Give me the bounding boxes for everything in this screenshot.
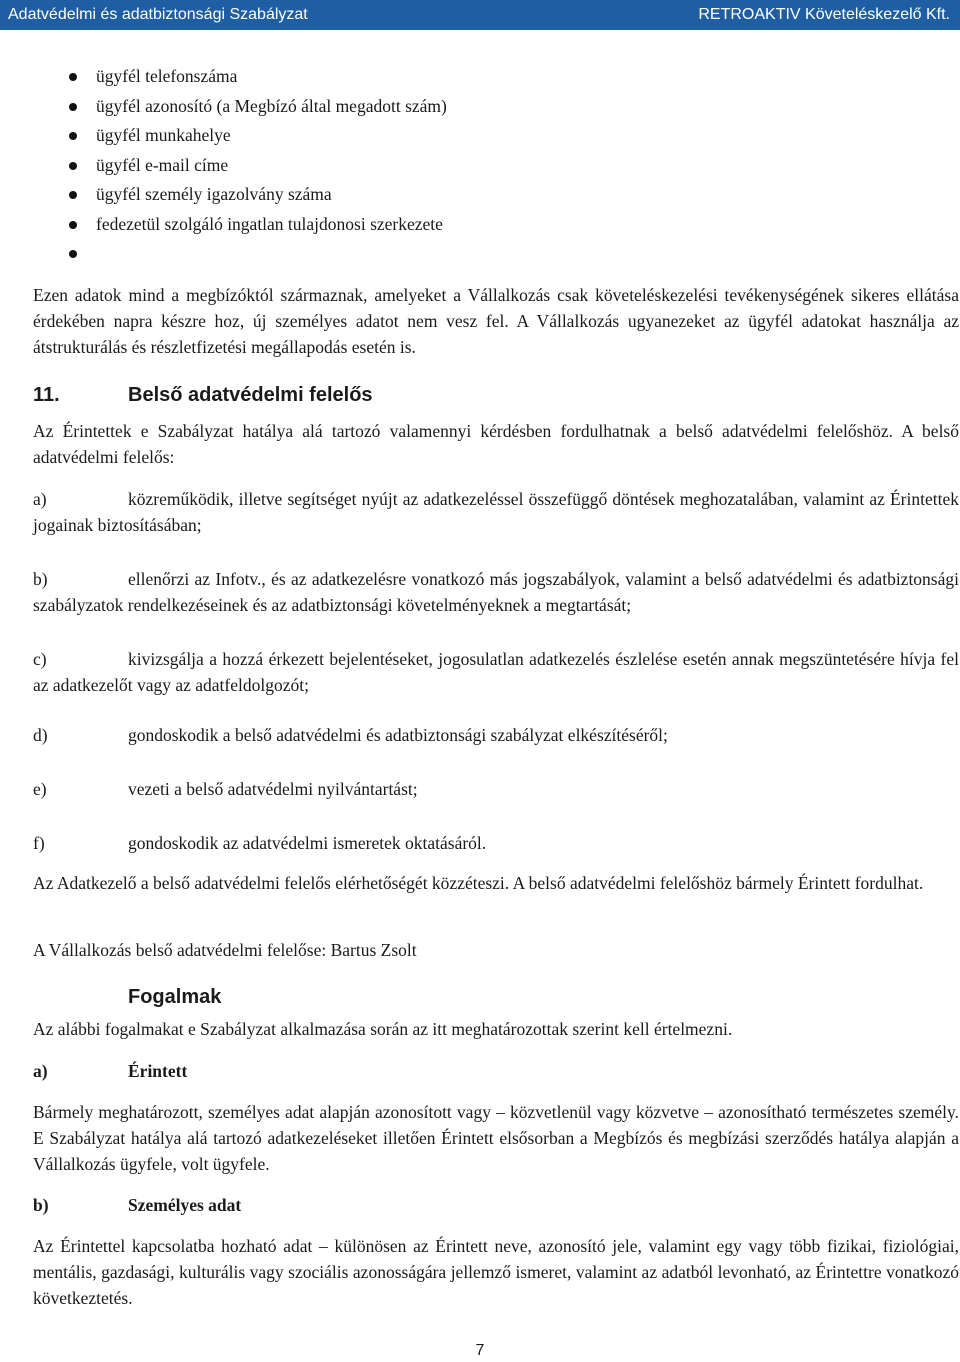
item-letter: a) bbox=[33, 489, 47, 509]
list-item: ügyfél munkahelye bbox=[33, 121, 933, 151]
responsible-person: A Vállalkozás belső adatvédelmi felelőse: Bartus Zsolt bbox=[33, 940, 417, 960]
item-text: gondoskodik az adatvédelmi ismeretek oktatásáról. bbox=[128, 833, 487, 853]
section-heading bbox=[33, 380, 373, 410]
duty-item-f bbox=[33, 830, 959, 856]
definition-term-label: Személyes adat bbox=[128, 1195, 242, 1215]
intro-paragraph: Ezen adatok mind a megbízóktól származnak, amelyeket a Vállalkozás csak követeléskezelési tevékenységének sikeres ellátása érdekében napra készre hoz, új személyes adatot nem vesz fel. A Vállalkozás ugyanezeket az ügyfél adatokat használja az átstrukturálás és részletfizetési megállapodás esetén is. bbox=[33, 285, 959, 357]
bullet-icon bbox=[69, 73, 77, 81]
item-text: kivizsgálja a hozzá érkezett bejelentéseket, jogosulatlan adatkezelés észlelése esetén annak megszüntetésére hívja fel az adatkezelőt vagy az adatfeldolgozót; bbox=[33, 649, 959, 695]
header-document-title: Adatvédelmi és adatbiztonsági Szabályzat bbox=[8, 6, 308, 23]
item-text: vezeti a belső adatvédelmi nyilvántartást; bbox=[128, 779, 418, 799]
item-letter: e) bbox=[33, 779, 47, 799]
page-number: 7 bbox=[475, 1342, 485, 1359]
bullet-icon bbox=[69, 132, 77, 140]
bullet-icon bbox=[69, 103, 77, 111]
bullet-icon bbox=[69, 221, 77, 229]
item-letter: b) bbox=[33, 569, 48, 589]
page-header bbox=[0, 0, 960, 30]
duty-item-e bbox=[33, 776, 959, 802]
bullet-list bbox=[33, 62, 933, 269]
section-intro: Az Érintettek e Szabályzat hatálya alá tartozó valamennyi kérdésben fordulhatnak a belső adatvédelmi felelőshöz. A belső adatvédelmi felelős: bbox=[33, 421, 959, 467]
item-letter: c) bbox=[33, 649, 47, 669]
duty-item-c bbox=[33, 646, 959, 698]
definition-letter: a) bbox=[33, 1061, 48, 1081]
definition-term bbox=[33, 1058, 187, 1084]
bullet-icon bbox=[69, 250, 77, 258]
closing-paragraph: Az Adatkezelő a belső adatvédelmi felelős elérhetőségét közzéteszi. A belső adatvédelmi felelőshöz bármely Érintett fordulhat. bbox=[33, 873, 924, 893]
definition-term-label: Érintett bbox=[128, 1061, 188, 1081]
definition-text: Bármely meghatározott, személyes adat alapján azonosított vagy – közvetlenül vagy közvetve – azonosítható természetes személy. E Szabályzat hatálya alá tartozó adatkezeléseket illetően Érintett elsősorban a Megbízós és megbízási szerződés hatálya alapján a Vállalkozás ügyfele, volt ügyfele. bbox=[33, 1102, 959, 1174]
item-text: közreműködik, illetve segítséget nyújt az adatkezeléssel összefüggő döntések meghozatalában, valamint az Érintettek jogainak biztosításában; bbox=[33, 489, 959, 535]
section-number: 11. bbox=[33, 384, 60, 406]
definition-text: Az Érintettel kapcsolatba hozható adat – különösen az Érintett neve, azonosító jele, valamint egy vagy több fizikai, fiziológiai, mentális, gazdasági, kulturális vagy szociális azonosságára jellemző ismeret, valamint az adatból levonható, az Érintettre vonatkozó következtetés. bbox=[33, 1236, 959, 1308]
list-item: ügyfél azonosító (a Megbízó által megadott szám) bbox=[33, 92, 933, 122]
header-company-name: RETROAKTIV Követeléskezelő Kft. bbox=[698, 6, 950, 23]
section-title: Belső adatvédelmi felelős bbox=[128, 384, 373, 406]
definitions-intro: Az alábbi fogalmakat e Szabályzat alkalmazása során az itt meghatározottak szerint kell értelmezni. bbox=[33, 1019, 733, 1039]
list-item bbox=[33, 239, 933, 269]
bullet-icon bbox=[69, 162, 77, 170]
duty-item-a bbox=[33, 486, 959, 538]
item-letter: f) bbox=[33, 833, 45, 853]
definitions-heading: Fogalmak bbox=[128, 986, 222, 1008]
list-item: ügyfél telefonszáma bbox=[33, 62, 933, 92]
list-item: fedezetül szolgáló ingatlan tulajdonosi szerkezete bbox=[33, 210, 933, 240]
list-item: ügyfél e-mail címe bbox=[33, 151, 933, 181]
definition-letter: b) bbox=[33, 1195, 49, 1215]
item-text: ellenőrzi az Infotv., és az adatkezelésre vonatkozó más jogszabályok, valamint a belső adatvédelmi és adatbiztonsági szabályzatok rendelkezéseinek és az adatbiztonsági követelményeknek a megtartását; bbox=[33, 569, 959, 615]
duty-item-b bbox=[33, 566, 959, 618]
bullet-icon bbox=[69, 191, 77, 199]
item-letter: d) bbox=[33, 725, 48, 745]
list-item: ügyfél személy igazolvány száma bbox=[33, 180, 933, 210]
definition-term bbox=[33, 1192, 241, 1218]
item-text: gondoskodik a belső adatvédelmi és adatbiztonsági szabályzat elkészítéséről; bbox=[128, 725, 668, 745]
duty-item-d bbox=[33, 722, 959, 748]
